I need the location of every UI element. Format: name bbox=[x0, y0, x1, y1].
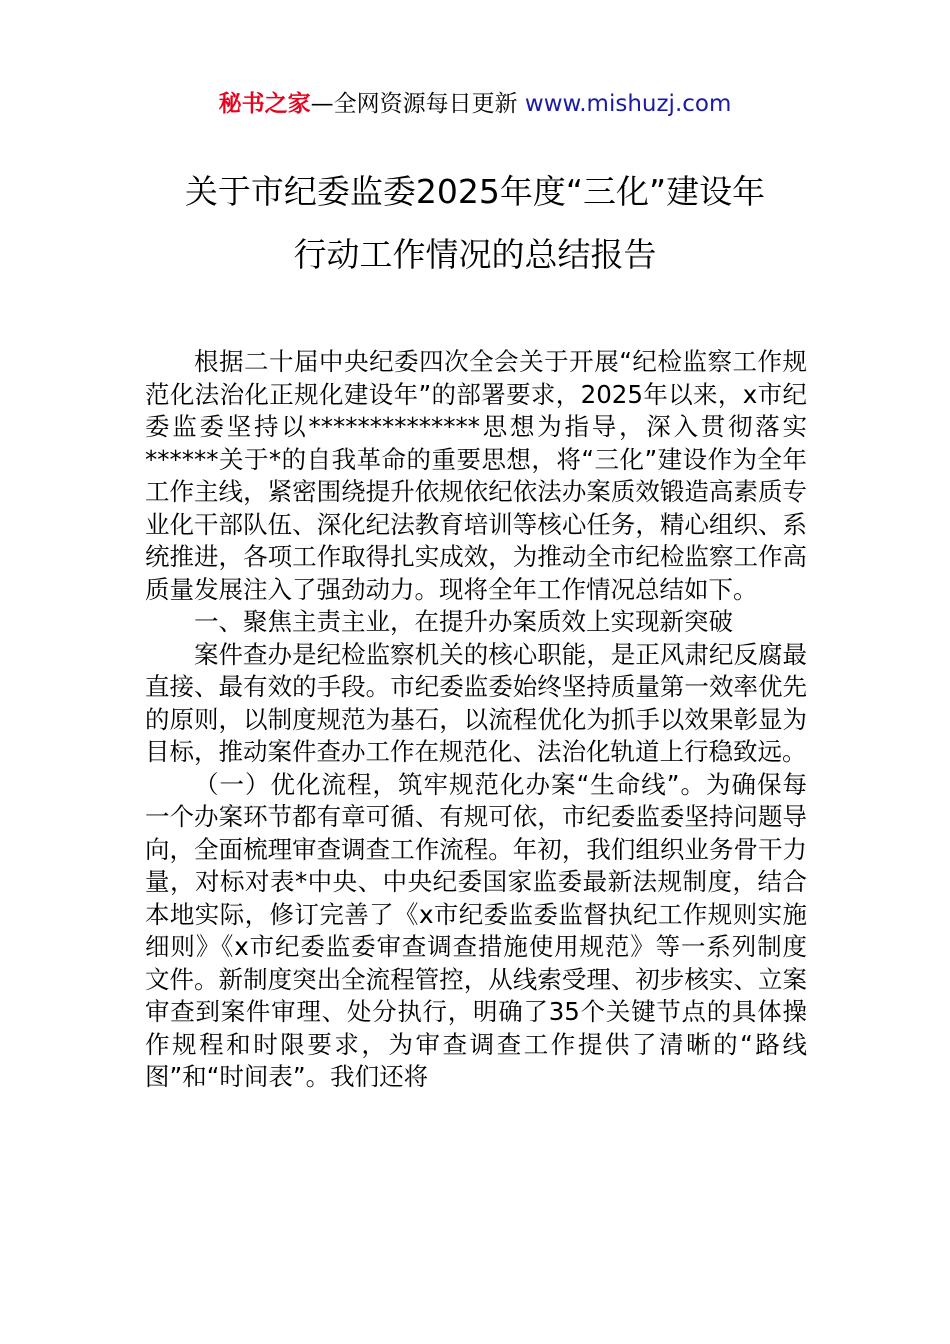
paragraph-case-handling: 案件查办是纪检监察机关的核心职能，是正风肃纪反腐最直接、最有效的手段。市纪委监委始终坚持质量第一效率优先的原则，以制度规范为基石，以流程优化为抓手以效果彰显为目标，推动案件查办工作在规范化、法治化轨道上行稳致远。 bbox=[145, 639, 807, 766]
site-header bbox=[0, 86, 950, 122]
site-url-link[interactable]: www.mishuzj.com bbox=[524, 91, 732, 117]
title-line-2: 行动工作情况的总结报告 bbox=[293, 235, 657, 274]
site-slogan: —全网资源每日更新 bbox=[310, 91, 518, 117]
title-line-1: 关于市纪委监委2025年度“三化”建设年 bbox=[184, 172, 766, 211]
paragraph-intro: 根据二十届中央纪委四次全会关于开展“纪检监察工作规范化法治化正规化建设年”的部署要求，2025年以来，x市纪委监委坚持以**************思想为指导，深入贯彻落实******关于*的自我革命的重要思想，将“三化”建设作为全年工作主线，紧密围绕提升依规依纪依法办案质效锻造高素质专业化干部队伍、深化纪法教育培训等核心任务，精心组织、系统推进，各项工作取得扎实成效，为推动全市纪检监察工作高质量发展注入了强劲动力。现将全年工作情况总结如下。 bbox=[145, 347, 807, 604]
site-brand: 秘书之家 bbox=[218, 91, 311, 117]
document-title bbox=[100, 160, 850, 286]
paragraph-optimize-process: （一）优化流程，筑牢规范化办案“生命线”。为确保每一个办案环节都有章可循、有规可依，市纪委监委坚持问题导向，全面梳理审查调查工作流程。年初，我们组织业务骨干力量，对标对表*中央、中央纪委国家监委最新法规制度，结合本地实际，修订完善了《x市纪委监委监督执纪工作规则实施细则》《x市纪委监委审查调查措施使用规范》等一系列制度文件。新制度突出全流程管控，从线索受理、初步核实、立案审查到案件审理、处分执行，明确了35个关键节点的具体操作规程和时限要求，为审查调查工作提供了清晰的“路线图”和“时间表”。我们还将 bbox=[145, 769, 807, 1091]
section-heading-1: 一、聚焦主责主业，在提升办案质效上实现新突破 bbox=[194, 607, 733, 636]
document-body bbox=[145, 346, 807, 1094]
